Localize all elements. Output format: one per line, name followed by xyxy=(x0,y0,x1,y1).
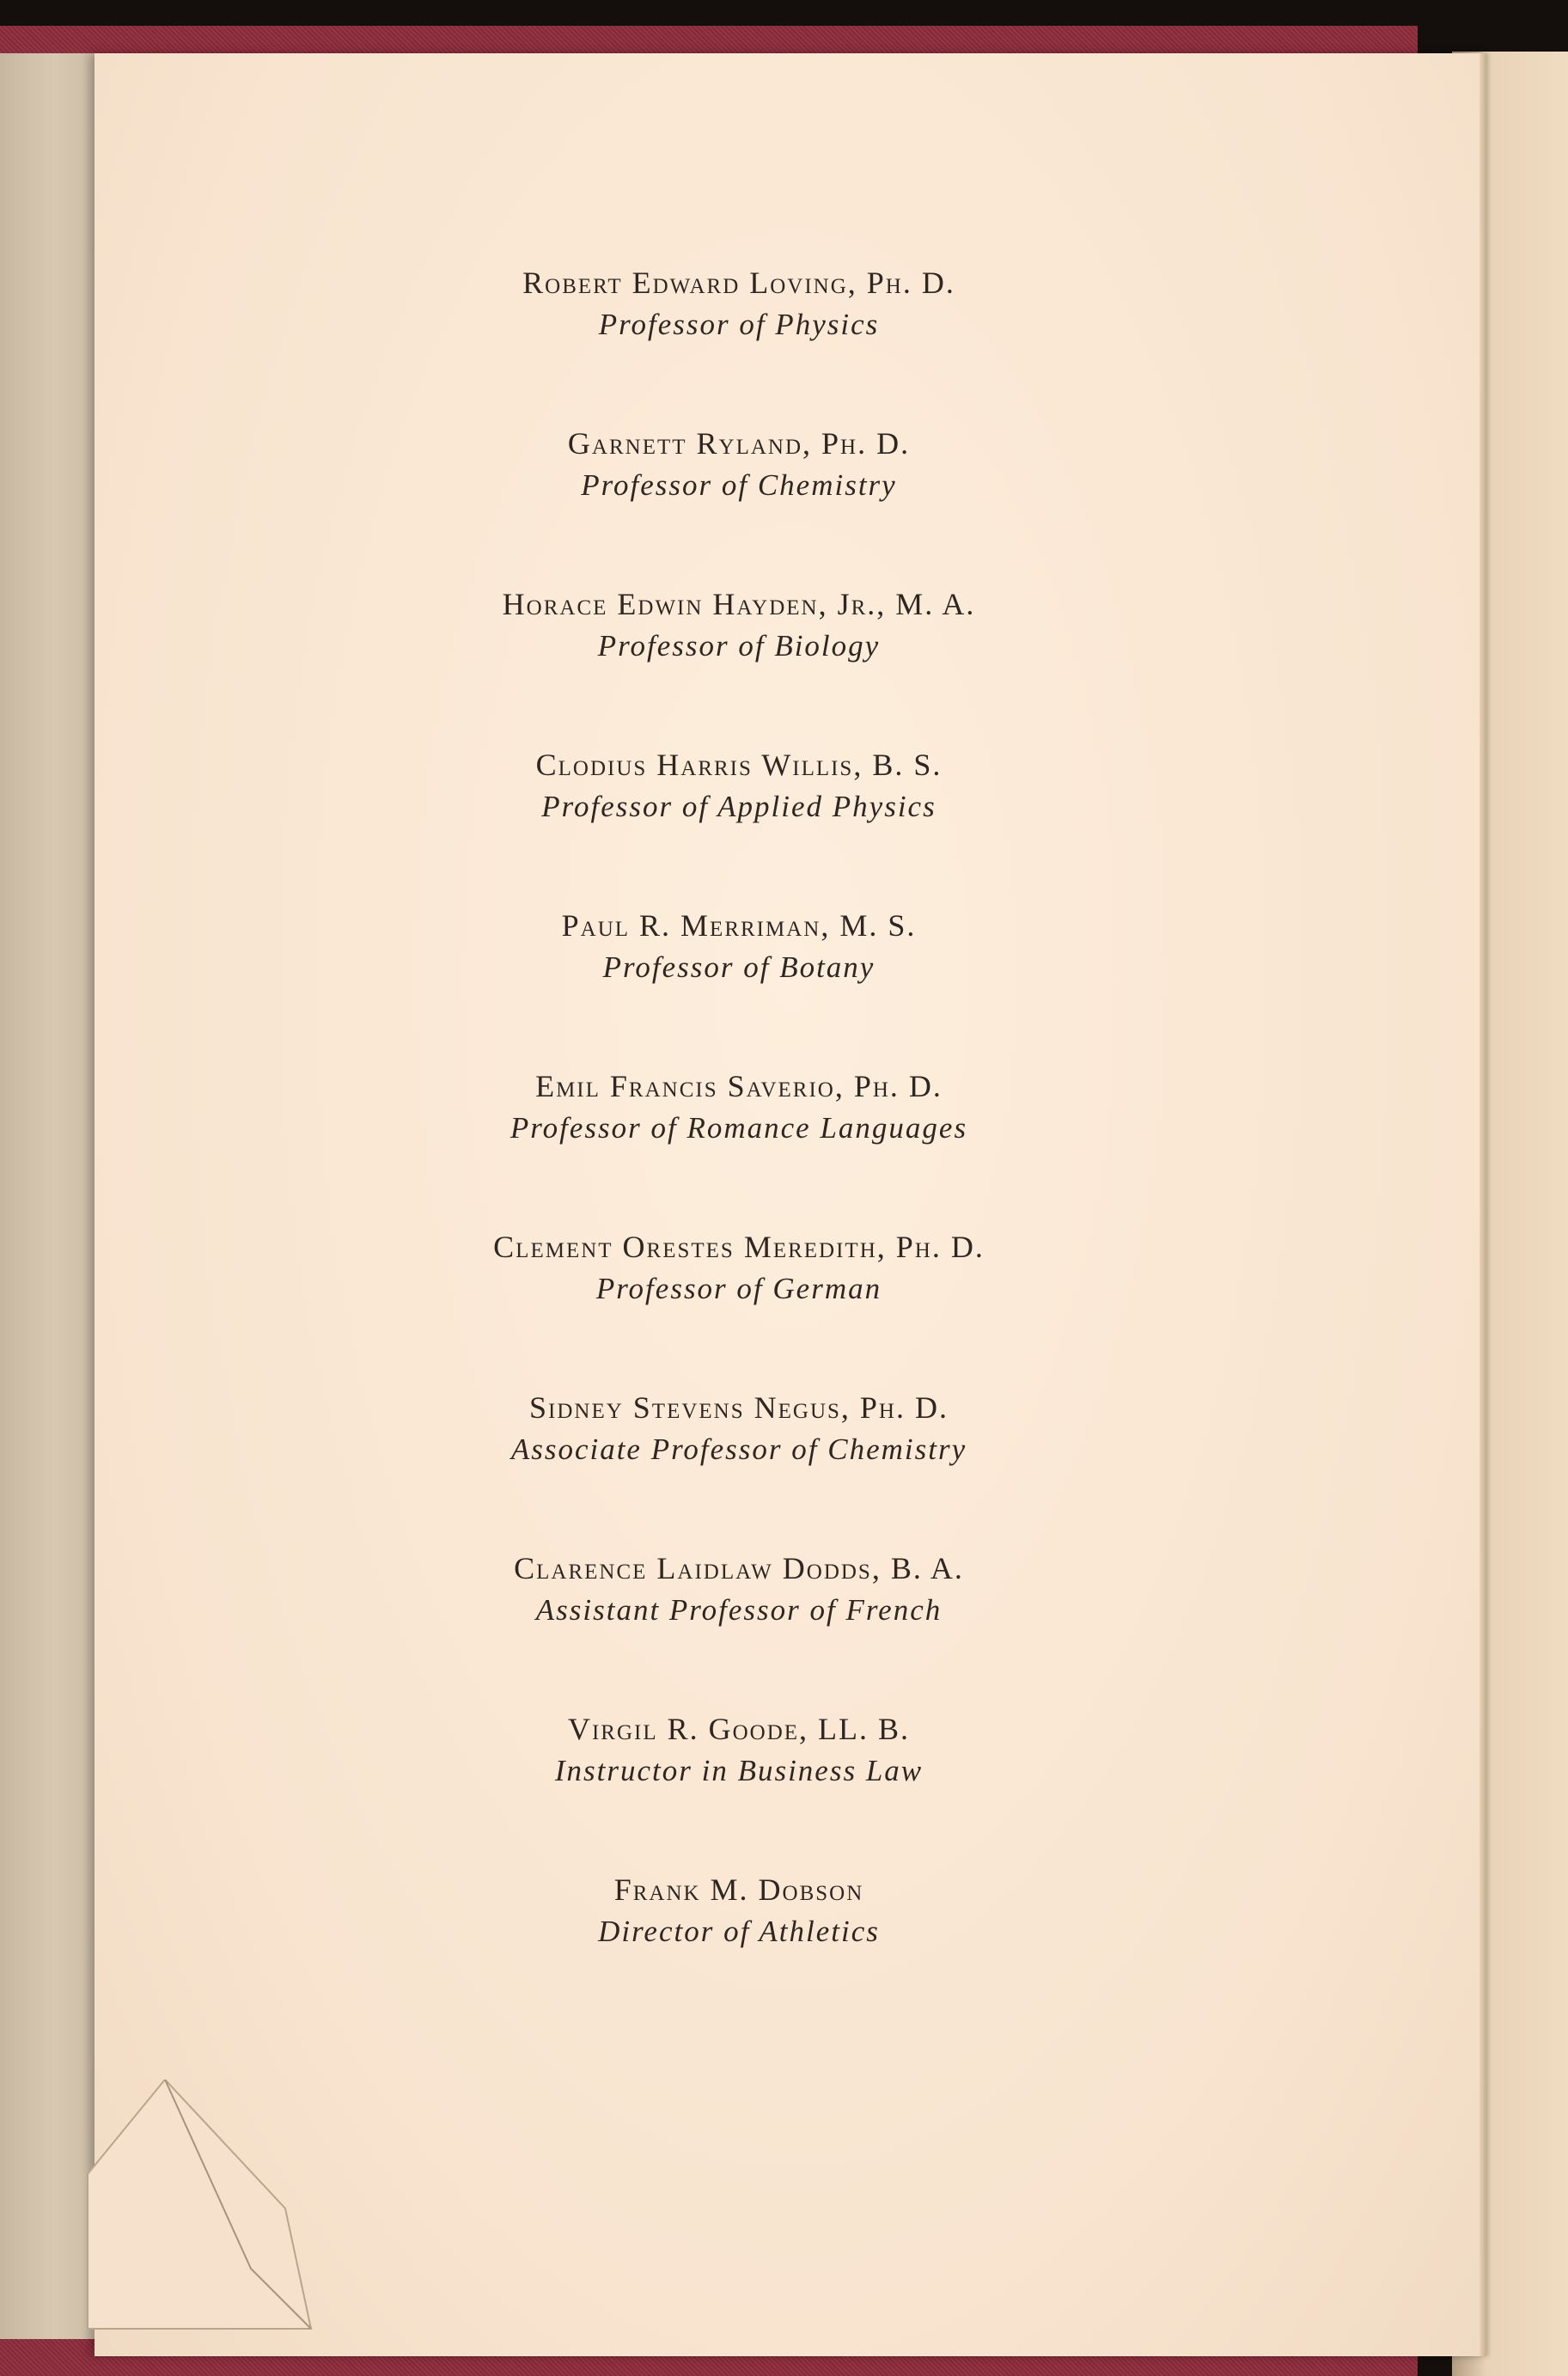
faculty-title: Associate Professor of Chemistry xyxy=(510,1432,967,1466)
faculty-list xyxy=(95,262,1486,2030)
faculty-name: Garnett Ryland, Ph. D. xyxy=(567,426,911,461)
faculty-name: Clarence Laidlaw Dodds, B. A. xyxy=(514,1551,964,1585)
faculty-entry xyxy=(95,1708,1486,1869)
faculty-entry xyxy=(95,1387,1486,1548)
faculty-name: Paul R. Merriman, M. S. xyxy=(561,908,917,943)
folded-corner xyxy=(79,2080,337,2337)
faculty-entry xyxy=(95,1066,1486,1226)
faculty-entry xyxy=(95,423,1486,583)
faculty-entry xyxy=(95,1548,1486,1708)
faculty-title: Professor of Romance Languages xyxy=(509,1111,968,1145)
faculty-name: Virgil R. Goode, LL. B. xyxy=(567,1712,911,1746)
faculty-entry xyxy=(95,262,1486,423)
faculty-entry xyxy=(95,905,1486,1066)
faculty-name: Sidney Stevens Negus, Ph. D. xyxy=(529,1390,949,1425)
faculty-title: Assistant Professor of French xyxy=(535,1593,943,1627)
faculty-title: Instructor in Business Law xyxy=(554,1754,924,1787)
faculty-name: Frank M. Dobson xyxy=(613,1872,864,1907)
faculty-entry xyxy=(95,1869,1486,2030)
faculty-name: Clodius Harris Willis, B. S. xyxy=(535,748,943,782)
faculty-entry xyxy=(95,1226,1486,1387)
faculty-title: Director of Athletics xyxy=(598,1915,880,1948)
faculty-entry xyxy=(95,744,1486,905)
faculty-title: Professor of German xyxy=(595,1272,882,1305)
faculty-name: Robert Edward Loving, Ph. D. xyxy=(522,266,955,300)
faculty-title: Professor of Biology xyxy=(597,629,881,663)
faculty-entry xyxy=(95,583,1486,744)
faculty-title: Professor of Applied Physics xyxy=(541,790,937,823)
faculty-name: Emil Francis Saverio, Ph. D. xyxy=(535,1069,943,1103)
faculty-title: Professor of Physics xyxy=(598,308,880,341)
faculty-name: Clement Orestes Meredith, Ph. D. xyxy=(493,1230,985,1264)
faculty-title: Professor of Botany xyxy=(602,950,876,984)
faculty-title: Professor of Chemistry xyxy=(581,468,897,502)
faculty-name: Horace Edwin Hayden, Jr., M. A. xyxy=(502,587,976,621)
